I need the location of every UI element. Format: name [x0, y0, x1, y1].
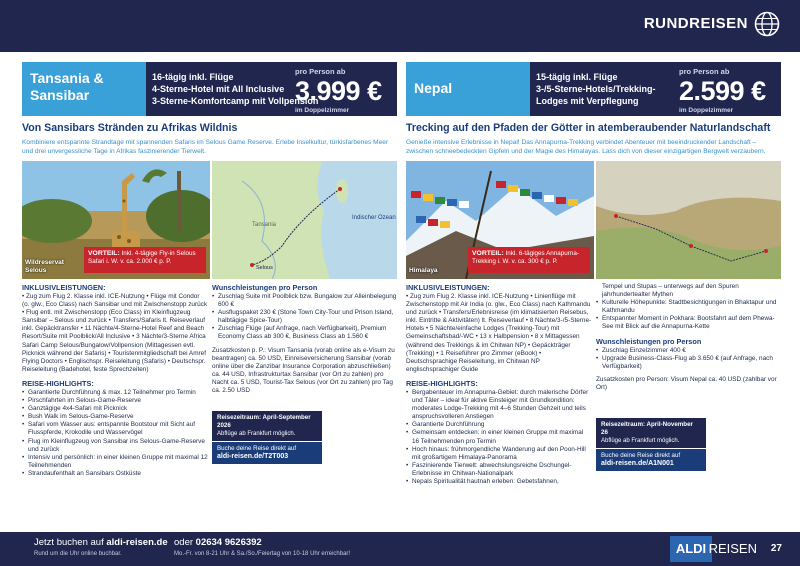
- himalaya-photo: [406, 161, 594, 279]
- list-item: • Ausflugspaket 230 € (Stone Town City-Tour und Prison Island, halbtägige Spice-Tour): [212, 309, 397, 325]
- feature-item: 3-Sterne-Komfortcamp mit Vollpension: [152, 96, 319, 106]
- booking-label: Buche deine Reise direkt auf: [217, 445, 297, 453]
- list-item: • Pirschfahrten im Selous-Game-Reserve: [22, 397, 208, 405]
- booking-link-box[interactable]: [596, 449, 706, 471]
- offer-tansania: [22, 62, 397, 477]
- feature-list: [146, 62, 397, 116]
- list-item: • Bush Walk im Selous-Game-Reserve: [22, 413, 208, 421]
- booking-url[interactable]: aldi-reisen.de/T2T003: [217, 453, 289, 461]
- map-label-land: Tansania: [252, 222, 277, 228]
- inclusions-title: INKLUSIVLEISTUNGEN:: [406, 283, 490, 292]
- advantage-text: Inkl. 4-tägige Fly-in Selous Safari i. W. v. ca. 2.000 € p. P.: [88, 250, 196, 265]
- list-item: • Hoch hinaus: frühmorgendliche Wanderung auf den Poon-Hill mit großartigem Himalaya-Panorama: [406, 446, 592, 462]
- highlights-list: [406, 389, 592, 486]
- list-item: • Flug im Kleinflugzeug von Sansibar ins Selous-Game-Reserve und zurück: [22, 438, 208, 454]
- inclusions-title: INKLUSIVLEISTUNGEN:: [22, 283, 106, 292]
- price-box: [679, 66, 775, 117]
- offer-headline: Von Sansibars Stränden zu Afrikas Wildnis: [22, 122, 238, 134]
- list-item: • Zuschlag Einzelzimmer 400 €: [596, 347, 781, 355]
- departure-note: Abflüge ab Frankfurt möglich.: [601, 438, 680, 445]
- wishes-list: [596, 347, 781, 371]
- list-item: • Zuschlag Suite mit Poolblick bzw. Bungalow zur Alleinbelegung 600 €: [212, 293, 397, 309]
- map-image: [212, 161, 397, 279]
- list-item: • Upgrade Business-Class-Flug ab 3.650 € (auf Anfrage, nach Verfügbarkeit): [596, 355, 781, 371]
- wishes-title: Wunschleistungen pro Person: [212, 283, 318, 292]
- advantage-title: VORTEIL:: [88, 250, 120, 257]
- footer-phone-number[interactable]: 02634 9626392: [195, 537, 262, 548]
- list-item: • Kulturelle Höhepunkte: Stadtbesichtigungen in Bhaktapur und Kathmandu: [596, 299, 781, 315]
- price-suffix: im Doppelzimmer: [679, 107, 734, 114]
- feature-item: 15-tägig inkl. Flüge: [536, 72, 618, 82]
- extra-costs: Zusatzkosten p. P.: Visum Tansania (vorab online als e-Visum zu beantragen) ca. 50 USD, Einreiseversicherung Sansibar (vorab online über die Zanzibar Insurance Corporation abzuschließen) ca. 44 USD, Infrastrukturtax Sansibar (vor Ort zu zahlen) pro Nacht ca. 5 USD, Tourist-Tax Selous (vor Ort zu zahlen) pro Tag ca. 2.50 USD: [212, 346, 395, 395]
- photo-row: [406, 161, 781, 279]
- map-label-sea: Indischer Ozean: [352, 215, 396, 221]
- destination-title: Nepal: [406, 62, 530, 116]
- footer-phone-prefix: oder: [174, 537, 196, 548]
- photo-caption: Himalaya: [409, 267, 438, 274]
- footer-booking-prefix: Jetzt buchen auf: [34, 537, 107, 548]
- list-item: • Zuschlag Flüge (auf Anfrage, nach Verfügbarkeit), Premium Economy Class ab 300 €, Business Class ab 1.560 €: [212, 325, 397, 341]
- price: 3.999 €: [295, 76, 382, 106]
- travel-period: Reisezeitraum: April-September 2026: [217, 414, 311, 430]
- offer-header: [22, 62, 397, 116]
- advantage-text: Inkl. 6-tägiges Annapurna-Trekking i. W. v. ca. 300 € p. P.: [472, 250, 579, 265]
- booking-link-box[interactable]: [212, 442, 322, 464]
- photo-caption: Wildreservat Selous: [25, 259, 64, 274]
- details-right: [212, 283, 397, 464]
- highlights-list: [22, 389, 208, 478]
- globe-icon: [754, 11, 780, 37]
- highlights-title: REISE-HIGHLIGHTS:: [406, 378, 478, 388]
- inclusions-text: • Zug zum Flug 2. Klasse inkl. ICE-Nutzung • Flüge mit Condor (o. glw., Eco Class) nach Sansibar und mit Zwischenstopp zurück • Flug entl. mit Zwischenstopp (Eco Class) im Kleinflugzeug Sansibar – Selous und zurück • Transfers/Safaris lt. Reiseverlauf inkl. Gepäcktransfer • 11 Nächte/4-Sterne-Hotel Reef and Beach Resort/Suite mit Poolblick/All Inclusive • 3 Nächte/3-Sterne Africa Safari Camp Selous/Bungalow/Vollpension (Mittagessen evtl. Picknick während der Safaris) • Touristenmitgliedschaft bei Amref Flying Doctors • Englischspr. Reiseleitung (Safaris) • Deutschspr. Reiseleitung (Badehotel, feste Sprechzeiten): [22, 293, 208, 373]
- advantage-badge: [468, 247, 590, 273]
- feature-item: 4-Sterne-Hotel mit All Inclusive: [152, 84, 285, 94]
- feature-item: 16-tägig inkl. Flüge: [152, 72, 234, 82]
- list-item: • Ganztägige 4x4-Safari mit Picknick: [22, 405, 208, 413]
- list-item: • Nepals Spiritualität hautnah erleben: Gebetsfahnen,: [406, 478, 592, 486]
- price-prefix: pro Person ab: [679, 67, 730, 76]
- highlights-title: REISE-HIGHLIGHTS:: [22, 378, 94, 388]
- list-item: • Strandaufenthalt an Sansibars Ostküste: [22, 470, 208, 478]
- aldi-logo: ALDI: [670, 536, 712, 562]
- footer-booking-sub: Rund um die Uhr online buchbar.: [34, 551, 122, 557]
- safari-photo: [22, 161, 210, 279]
- list-item: • Gemeinsam entdecken: in einer kleinen Gruppe mit maximal 16 Teilnehmenden pro Termin: [406, 429, 592, 445]
- brand-reisen: REISEN: [708, 541, 757, 556]
- price: 2.599 €: [679, 76, 766, 106]
- route-map: [596, 161, 781, 279]
- price-suffix: im Doppelzimmer: [295, 107, 350, 114]
- highlights-continued-list: [596, 299, 781, 331]
- details-right: [596, 283, 781, 471]
- list-item: • Entspannter Moment in Pokhara: Bootsfahrt auf dem Phewa-See mit Blick auf die Annapurna-Kette: [596, 315, 781, 331]
- booking-url[interactable]: aldi-reisen.de/A1N001: [601, 460, 674, 468]
- offer-intro: Genieße intensive Erlebnisse in Nepal! Das Annapurna-Trekking verbindet Abenteuer mit beeindruckender Landschaft – zwischen schneebedeckten Gipfeln und der Magie des Himalayas. Lass dich von dieser einzigartigen Bergwelt verzaubern.: [406, 139, 766, 155]
- feature-item: 3-/5-Sterne-Hotels/Trekking-: [536, 84, 656, 94]
- highlights-continued-0: Tempel und Stupas – unterwegs auf den Spuren jahrhundertealter Mythen: [602, 283, 739, 299]
- advantage-title: VORTEIL:: [472, 250, 504, 257]
- route-map: [212, 161, 397, 279]
- list-item: • Garantierte Durchführung: [406, 421, 592, 429]
- list-item: • Intensiv und persönlich: in einer kleinen Gruppe mit maximal 12 Teilnehmenden: [22, 454, 208, 470]
- travel-period-box: [212, 411, 322, 441]
- travel-period: Reisezeitraum: April-November 26: [601, 421, 693, 437]
- list-item: • Faszinierende Tierwelt: abwechslungsreiche Dschungel-Erlebnisse im Chitwan-Nationalpark: [406, 462, 592, 478]
- wishes-title: Wunschleistungen pro Person: [596, 336, 702, 346]
- price-prefix: pro Person ab: [295, 67, 346, 76]
- destination-title: Tansania & Sansibar: [22, 62, 146, 116]
- footer: [0, 532, 800, 566]
- feature-item: Lodges mit Verpflegung: [536, 96, 639, 106]
- footer-booking: [34, 537, 168, 548]
- offer-header: [406, 62, 781, 116]
- inclusions-text: • Zug zum Flug 2. Klasse inkl. ICE-Nutzung • Linienflüge mit Zwischenstopp mit Air India (o. glw., Eco Class) nach Kathmandu und zurück • Transfers/Erlebnisreise (im klimatisierten Reisebus, inkl. Eintritte & Aktivitäten) lt. Reiseverlauf • 8 Nächte/3-/5-Sterne-Hotels • 5 Nächte/einfache Lodges (Trekking-Tour) mit Gemeinschaftsbad/-WC • 13 x Halbpension • 8 x Mittagessen (während des Trekkings & im Chitwan NP) • Gepäckträger (Trekking) • 1 Reiseführer pro Zimmer (eBook) • Deutschsprachige Reiseleitung, im Chitwan NP englischsprachiger Guide: [406, 293, 592, 373]
- offer-headline: Trecking auf den Pfaden der Götter in atemberaubender Naturlandschaft: [406, 122, 771, 134]
- footer-booking-site[interactable]: aldi-reisen.de: [106, 537, 168, 548]
- list-item: • Bergabenteuer im Annapurna-Gebiet: durch malerische Dörfer und Täler – ideal für aktive Einsteiger mit Grundkondition: moderates Lodge-Trekking mit 4–6 Stunden Gehzeit und teils anspruchsvolleren Anstiegen: [406, 389, 592, 421]
- page-number: 27: [770, 543, 782, 554]
- booking-label: Buche deine Reise direkt auf: [601, 452, 681, 460]
- section-title: RUNDREISEN: [643, 15, 748, 32]
- price-box: [295, 66, 391, 117]
- offer-intro: Kombiniere entspannte Strandtage mit spannenden Safaris im Selous Game Reserve. Erlebe Inselkultur, türkisfarbenes Meer und drei unvergessliche Tage in Afrikas faszinierender Tierwelt.: [22, 139, 389, 155]
- list-item: • Safari vom Wasser aus: entspannte Bootstour mit Sicht auf Flusspferde, Krokodile und Wasservögel: [22, 421, 208, 437]
- footer-phone-hours: Mo.-Fr. von 8-21 Uhr & Sa./So./Feiertag von 10-18 Uhr erreichbar!: [174, 551, 351, 557]
- details-left: [406, 283, 592, 491]
- footer-phone: [174, 537, 262, 548]
- list-item: • Garantierte Durchführung & max. 12 Teilnehmer pro Termin: [22, 389, 208, 397]
- offer-nepal: [406, 62, 781, 485]
- extra-costs: Zusatzkosten pro Person: Visum Nepal ca. 40 USD (zahlbar vor Ort): [596, 375, 777, 391]
- photo-row: [22, 161, 397, 279]
- departure-note: Abflüge ab Frankfurt möglich.: [217, 431, 296, 438]
- advantage-badge: [84, 247, 206, 273]
- wishes-list: [212, 293, 397, 342]
- details-left: [22, 283, 208, 483]
- travel-period-box: [596, 418, 706, 448]
- map-label-city: Selous: [256, 265, 273, 271]
- map-image: [596, 161, 781, 279]
- feature-list: [530, 62, 781, 116]
- top-banner: [0, 0, 800, 52]
